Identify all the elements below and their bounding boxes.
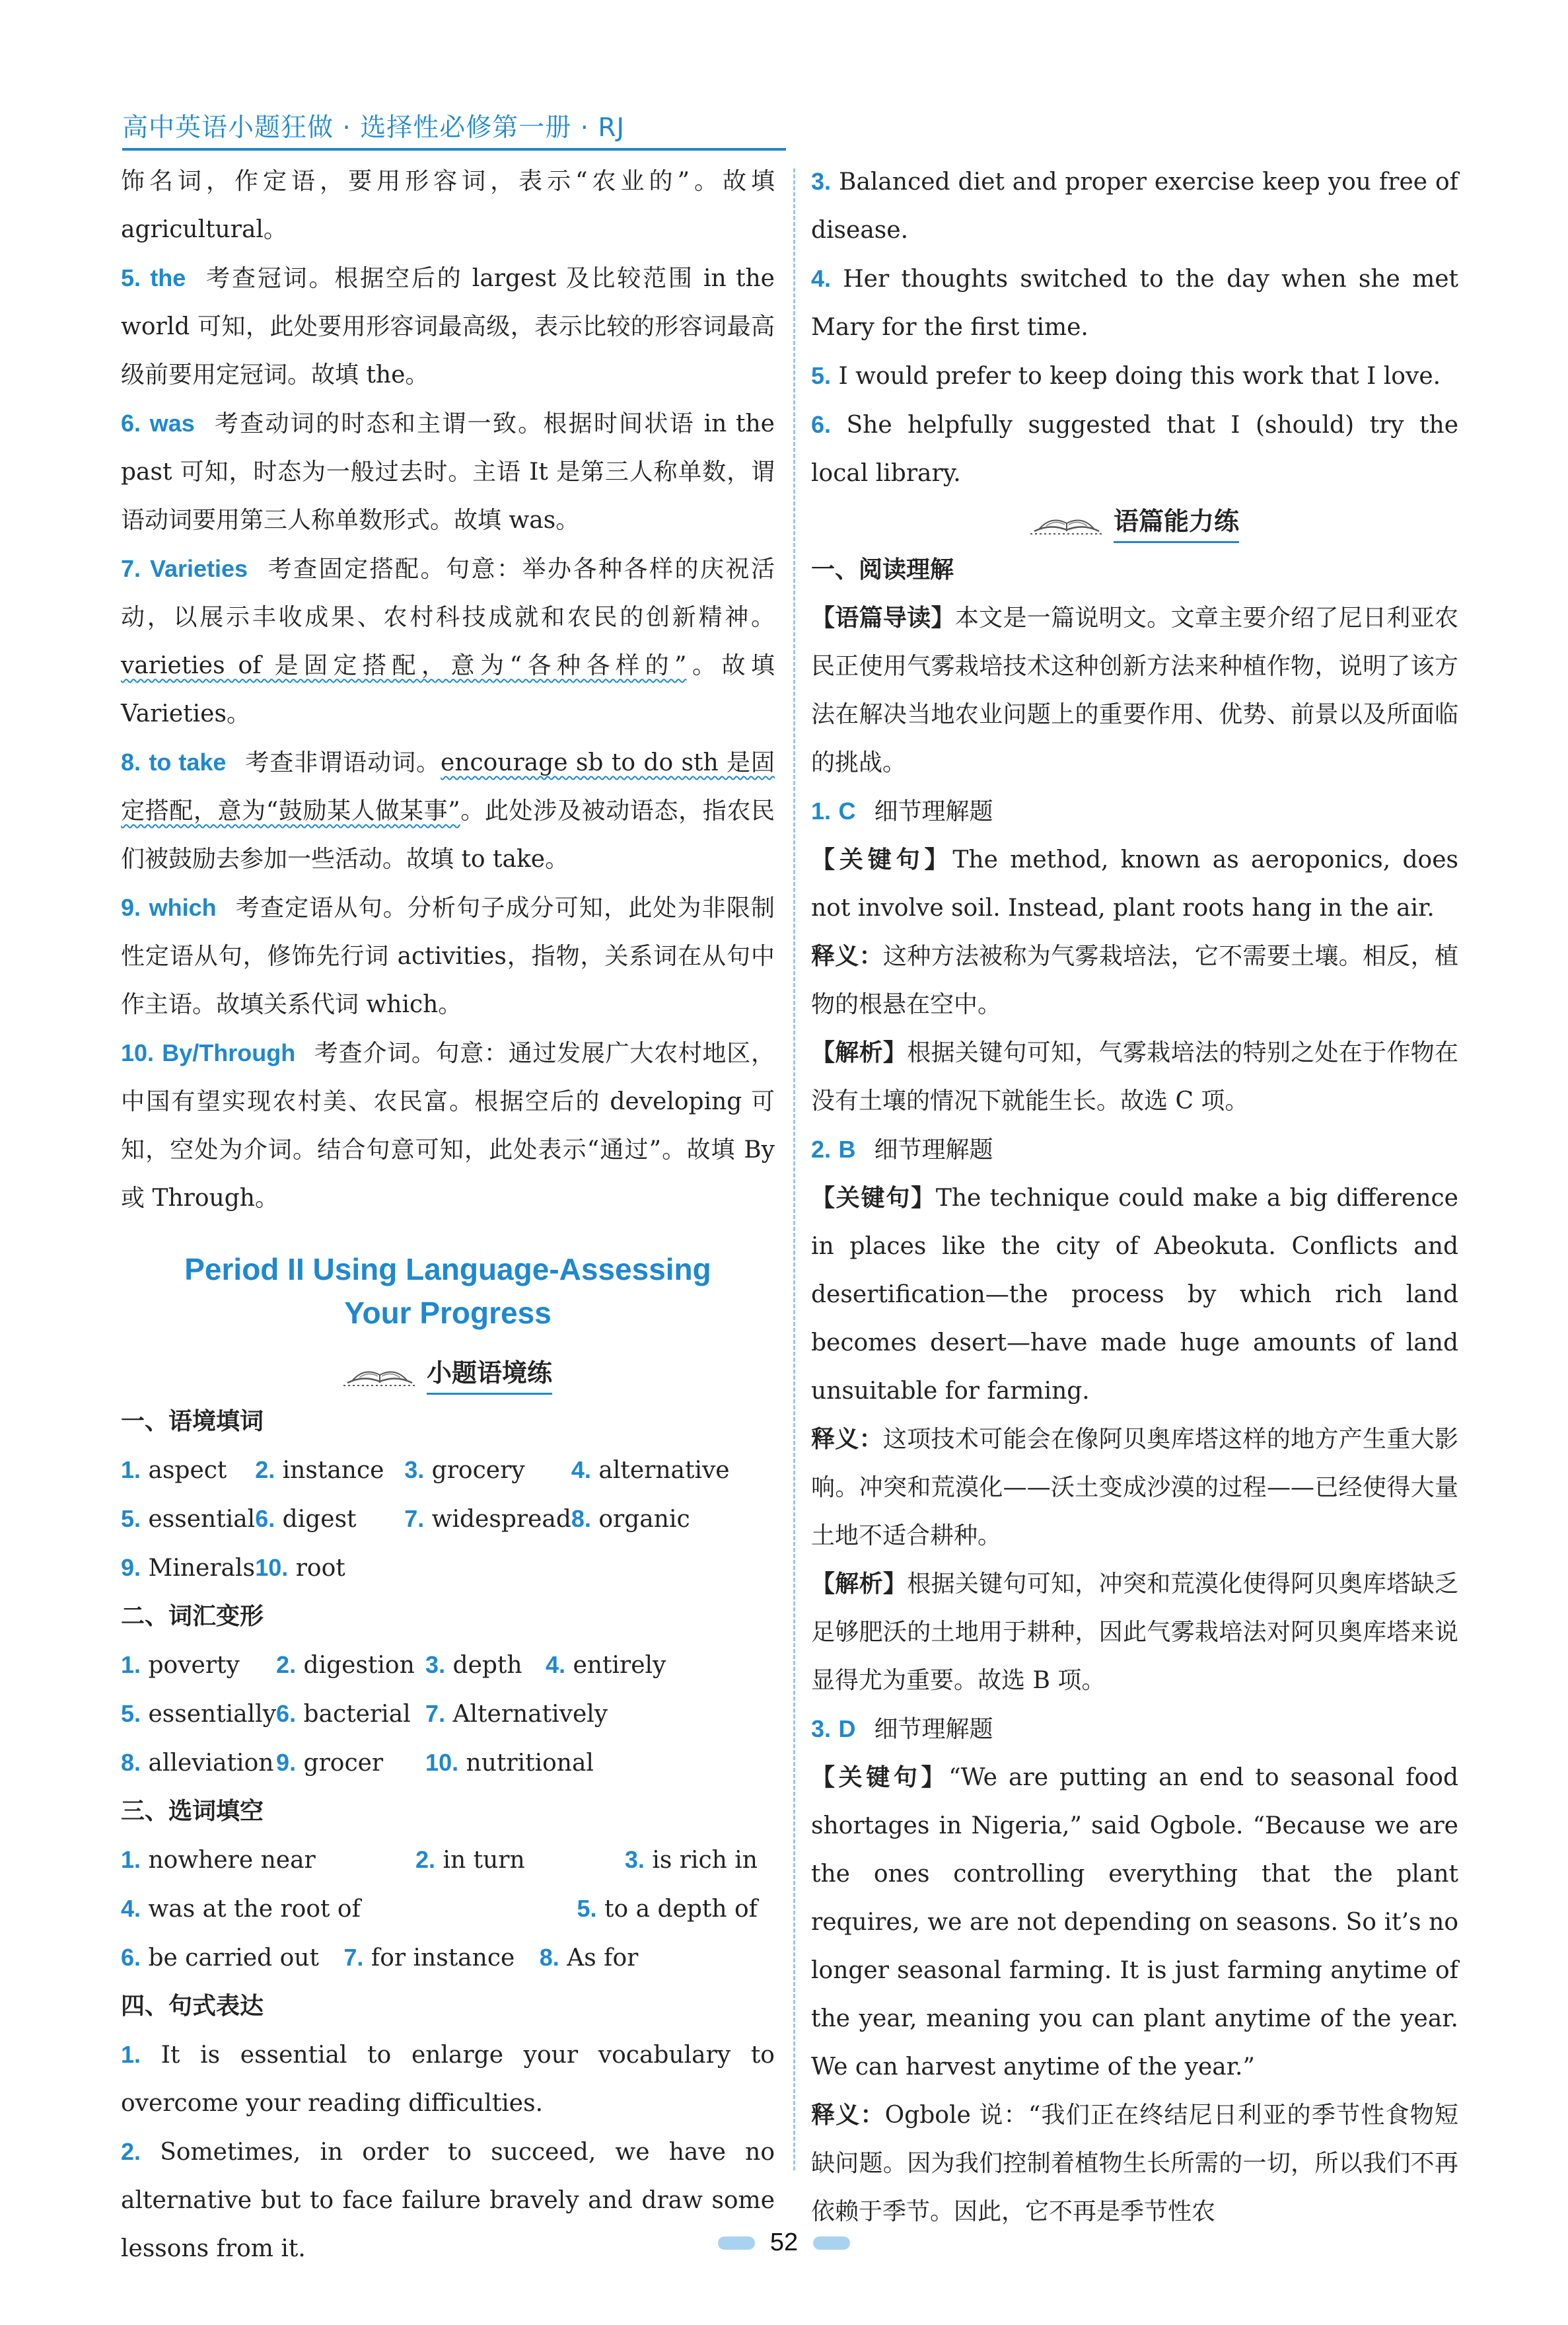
section-heading-reading: 一、阅读理解 bbox=[811, 556, 954, 583]
answer-word: was bbox=[149, 410, 195, 437]
section-heading-word-forms: 二、词汇变形 bbox=[121, 1603, 264, 1630]
period-heading: Period II Using Language-Assessing Your Progress bbox=[184, 1252, 711, 1330]
answer-word: the bbox=[150, 264, 186, 291]
question-2-analysis: 【解析】根据关键句可知，冲突和荒漠化使得阿贝奥库塔缺乏足够肥沃的土地用于耕种，因此气雾栽培法对阿贝奥库塔来说显得尤为重要。故选 B 项。 bbox=[811, 1570, 1458, 1694]
question-2-header: 2. B 细节理解题 bbox=[811, 1136, 993, 1163]
answer-word: By/Through bbox=[162, 1039, 296, 1066]
question-1-header: 1. C 细节理解题 bbox=[811, 797, 993, 825]
sentence-answer-5: 5. I would prefer to keep doing this work that I love. bbox=[811, 362, 1441, 390]
book-title: 高中英语小题狂做 · 选择性必修第一册 · RJ bbox=[122, 113, 625, 143]
answer-item-7: 7. Varieties 考查固定搭配。句意：举办各种各样的庆祝活动，以展示丰收成果、农村科技成就和农民的创新精神。varieties of 是固定搭配，意为“各种各样的”。故填 Varieties。 bbox=[121, 555, 775, 727]
question-1-analysis: 【解析】根据关键句可知，气雾栽培法的特别之处在于作物在没有土壤的情况下就能生长。故选 C 项。 bbox=[811, 1039, 1458, 1115]
passage-guide: 【语篇导读】本文是一篇说明文。文章主要介绍了尼日利亚农民正使用气雾栽培技术这种创新方法来种植作物，说明了该方法在解决当地农业问题上的重要作用、优势、前景以及所面临的挑战。 bbox=[811, 604, 1458, 776]
sentence-answer-2: 2. Sometimes, in order to succeed, we have no alternative but to face failure bravely and draw some lessons from it. bbox=[121, 2138, 775, 2262]
sentence-answer-6: 6. She helpfully suggested that I (should) try the local library. bbox=[811, 411, 1458, 487]
answer-item-5: 5. the 考查冠词。根据空后的 largest 及比较范围 in the world 可知，此处要用形容词最高级，表示比较的形容词最高级前要用定冠词。故填 the。 bbox=[121, 264, 775, 388]
answer-4-continued: 饰名词，作定语，要用形容词，表示“农业的”。故填 agricultural。 bbox=[121, 168, 775, 243]
word-forms-table: 1. poverty 2. digestion 3. depth 4. entirely 5. essentially 6. bacterial 7. Alternatively 8. alleviation 9. grocer 10. nutritional bbox=[121, 1651, 666, 1777]
sentence-answer-4: 4. Her thoughts switched to the day when she met Mary for the first time. bbox=[811, 265, 1458, 341]
page-number-text: 52 bbox=[769, 2229, 799, 2256]
section-heading-sentences: 四、句式表达 bbox=[121, 1993, 264, 2020]
question-1-translation: 释义：这种方法被称为气雾栽培法，它不需要土壤。相反，植物的根悬在空中。 bbox=[811, 942, 1458, 1018]
open-book-icon bbox=[1030, 507, 1103, 536]
answer-item-8: 8. to take 考查非谓语动词。encourage sb to do sth 是固定搭配，意为“鼓励某人做某事”。此处涉及被动语态，指农民们被鼓励去参加一些活动。故填 to take。 bbox=[121, 749, 775, 873]
section-band-practice bbox=[121, 1349, 775, 1397]
wavy-underlined-note: encourage sb to do sth 是固定搭配，意为“鼓励某人做某事” bbox=[121, 749, 775, 825]
page-header bbox=[122, 107, 786, 151]
sentence-answer-1: 1. It is essential to enlarge your vocabulary to overcome your reading difficulties. bbox=[121, 2041, 775, 2117]
left-column bbox=[121, 157, 775, 2273]
answer-word: which bbox=[149, 894, 217, 921]
question-3-header: 3. D 细节理解题 bbox=[811, 1715, 993, 1743]
section-band-label: 语篇能力练 bbox=[1114, 501, 1239, 543]
right-column bbox=[811, 157, 1458, 2236]
section-heading-phrase-fill: 三、选词填空 bbox=[121, 1798, 264, 1825]
page-number bbox=[718, 2229, 850, 2258]
answer-item-6: 6. was 考查动词的时态和主谓一致。根据时间状语 in the past 可知，时态为一般过去时。主语 It 是第三人称单数，谓语动词要用第三人称单数形式。故填 was。 bbox=[121, 410, 775, 534]
header-rule bbox=[122, 148, 786, 151]
question-3-key-sentence: 【关键句】“We are putting an end to seasonal food shortages in Nigeria,” said Ogbole. “Because we are the ones controlling everything that the plant requires, we are not depending on seasons. So it’s no longer seasonal farming. It is just farming anytime of the year, meaning you can plant anytime of the year. We can harvest anytime of the year.” bbox=[811, 1763, 1458, 2081]
answer-item-10: 10. By/Through 考查介词。句意：通过发展广大农村地区，中国有望实现农村美、农民富。根据空后的 developing 可知，空处为介词。结合句意可知，此处表示“通过”。故填 By 或 Through。 bbox=[121, 1039, 775, 1212]
sentence-answer-3: 3. Balanced diet and proper exercise keep you free of disease. bbox=[811, 168, 1459, 244]
answer-word: to take bbox=[149, 749, 227, 776]
column-divider bbox=[793, 168, 795, 2170]
question-1-key-sentence: 【关键句】The method, known as aeroponics, does not involve soil. Instead, plant roots hang in the air. bbox=[811, 846, 1458, 922]
section-band-label: 小题语境练 bbox=[427, 1352, 552, 1395]
section-heading-fill-words: 一、语境填词 bbox=[121, 1408, 264, 1435]
wavy-underlined-note: varieties of 是固定搭配，意为“各种各样的” bbox=[121, 652, 687, 679]
question-2-translation: 释义：这项技术可能会在像阿贝奥库塔这样的地方产生重大影响。冲突和荒漠化——沃土变成沙漠的过程——已经使得大量土地不适合耕种。 bbox=[811, 1425, 1458, 1549]
fill-words-table: 1. aspect 2. instance 3. grocery 4. alternative 5. essential 6. digest 7. widespread 8. organic 9. Minerals 10. root bbox=[121, 1456, 730, 1582]
question-2-key-sentence: 【关键句】The technique could make a big difference in places like the city of Abeokuta. Conflicts and desertification—the process by which rich land becomes desert—have made huge amounts of land unsuitable for farming. bbox=[811, 1184, 1458, 1405]
section-band-discourse bbox=[811, 498, 1458, 546]
answer-item-9: 9. which 考查定语从句。分析句子成分可知，此处为非限制性定语从句，修饰先行词 activities，指物，关系词在从句中作主语。故填关系代词 which。 bbox=[121, 894, 775, 1018]
question-3-translation: 释义：Ogbole 说：“我们正在终结尼日利亚的季节性食物短缺问题。因为我们控制着植物生长所需的一切，所以我们不再依赖于季节。因此，它不再是季节性农 bbox=[811, 2101, 1458, 2225]
answer-word: Varieties bbox=[149, 555, 248, 582]
open-book-icon bbox=[343, 1359, 416, 1388]
phrase-fill-answers: 1. nowhere near 2. in turn 3. is rich in 4. was at the root of 5. to a depth of 6. be carried out 7. for instance 8. As for bbox=[121, 1846, 758, 1972]
